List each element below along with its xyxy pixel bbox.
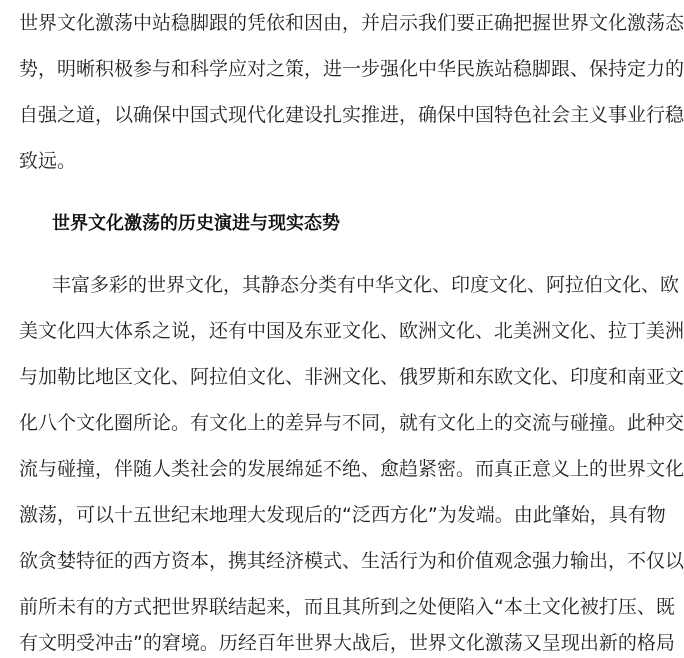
section-heading: 世界文化激荡的历史演进与现实态势 (52, 213, 340, 234)
paragraph-1-line-4: 致远。 (19, 150, 77, 172)
paragraph-1-line-1: 世界文化激荡中站稳脚跟的凭依和因由，并启示我们要正确把握世界文化激荡态 (19, 12, 684, 34)
paragraph-2-line-1: 丰富多彩的世界文化，其静态分类有中华文化、印度文化、阿拉伯文化、欧 (52, 274, 680, 296)
paragraph-1-line-2: 势，明晰积极参与和科学应对之策，进一步强化中华民族站稳脚跟、保持定力的 (19, 58, 684, 80)
paragraph-1-line-3: 自强之道，以确保中国式现代化建设扎实推进，确保中国特色社会主义事业行稳 (19, 104, 684, 126)
paragraph-2-line-7: 欲贪婪特征的西方资本，携其经济模式、生活行为和价值观念强力输出，不仅以 (19, 550, 684, 572)
paragraph-2-line-8: 前所未有的方式把世界联结起来，而且其所到之处便陷入“本土文化被打压、既 (19, 596, 675, 618)
paragraph-2-line-2: 美文化四大体系之说，还有中国及东亚文化、欧洲文化、北美洲文化、拉丁美洲 (19, 320, 684, 342)
paragraph-2-line-6: 激荡，可以十五世纪末地理大发现后的“泛西方化”为发端。由此肇始，具有物 (19, 504, 666, 526)
paragraph-2-line-5: 流与碰撞，伴随人类社会的发展绵延不绝、愈趋紧密。而真正意义上的世界文化 (19, 458, 684, 480)
paragraph-2-line-4: 化八个文化圈所论。有文化上的差异与不同，就有文化上的交流与碰撞。此种交 (19, 412, 684, 434)
paragraph-2-line-3: 与加勒比地区文化、阿拉伯文化、非洲文化、俄罗斯和东欧文化、印度和南亚文 (19, 366, 684, 388)
paragraph-2-line-9-cut: 有文明受冲击”的窘境。历经百年世界大战后，世界文化激荡又呈现出新的格局 (19, 632, 675, 654)
